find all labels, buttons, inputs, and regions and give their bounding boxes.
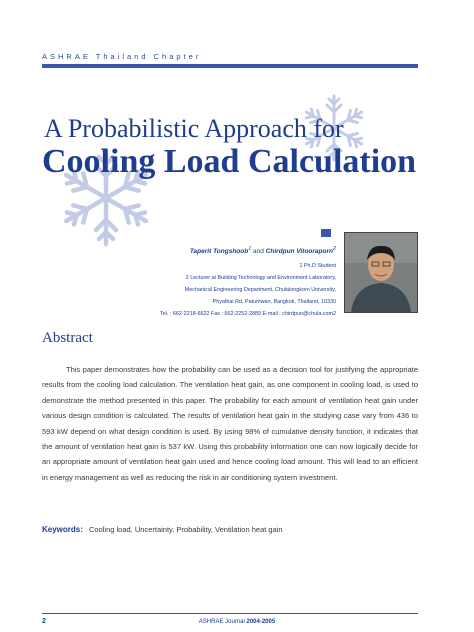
- affiliation-line: Phyathai Rd, Patumwan, Bangkok, Thailand, 10330: [212, 299, 336, 305]
- keywords-values: Cooling load, Uncertainty, Probability, Ventilation heat gain: [89, 525, 283, 534]
- author-2: Chirdpun Vitooraporn: [265, 248, 333, 256]
- author-photo: [344, 232, 418, 313]
- journal-years: 2004-2005: [246, 619, 276, 625]
- affiliation-line: 2 Lecturer at Building Technology and Environment Laboratory,: [185, 275, 336, 281]
- author-conjunction: and: [253, 248, 264, 256]
- abstract-heading: Abstract: [42, 330, 93, 346]
- author-1: Taperit Tongshoob: [189, 248, 249, 256]
- keywords-label: Keywords:: [42, 525, 83, 534]
- chapter-header: ASHRAE Thailand Chapter: [42, 52, 202, 61]
- page-number: 2: [42, 618, 46, 625]
- author-1-sup: 1: [248, 246, 252, 252]
- title-line-1: A Probabilistic Approach for: [44, 114, 344, 143]
- keywords: [42, 525, 283, 534]
- affiliation-line: 1 Ph.D Student: [299, 263, 336, 269]
- affiliation: [36, 260, 336, 320]
- header-divider: [42, 64, 418, 68]
- footer-divider: [42, 613, 418, 614]
- abstract-body: This paper demonstrates how the probability can be used as a decision tool for justifying the appropriate results from the cooling load calculation. The ventilation heat gain, as one component in cooling load, is used to demonstrate the method presented in this paper. The probability for each amount of ventilation heat gain under various design condition is calculated. The results of ventilation heat gain in the studying case vary from 436 to 593 kW depend on what design condition is used. By using 98% of cumulative density function, it indicates that the amount of ventilation heat gain is 537 kW. Using this probability information one can now logically decide for an appropriate amount of ventilation heat gain used and hence cooling load amount. This will lead to an efficient in energy management as well as reducing the risk in air conditioning system investment.: [42, 365, 418, 482]
- affiliation-line: Mechanical Engineering Department, Chulalongkorn University,: [184, 287, 336, 293]
- title-line-2: Cooling Load Calculation: [42, 143, 417, 180]
- author-line: [190, 246, 336, 255]
- author-2-sup: 2: [332, 246, 336, 252]
- mail-icon: [321, 229, 331, 237]
- journal-footer: [0, 619, 474, 625]
- contact-line: Tel. : 662-2218-6622 Fax : 662-2252-2889 E-mail : chirdpun@chula.com2: [160, 311, 336, 317]
- journal-name: ASHRAE Journal: [198, 619, 245, 625]
